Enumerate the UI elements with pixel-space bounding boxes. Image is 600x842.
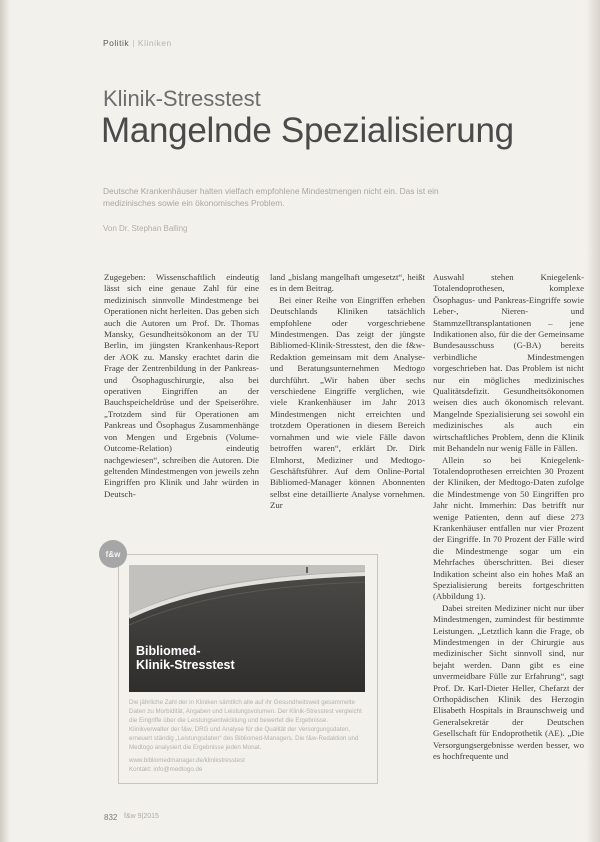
info-box-text: Die jährliche Zahl der in Kliniken sämtlich alle auf ihr Gesundheitsweit gesammelte Daten zu Morbidität, Angaben und Leistungsvolumen. Der Klinik-Stresstest vergleicht die Eingriffe über die Leistungsentwicklung und bewertet die Ergebnisse. Klinikverwalter der f&w, DRG und Analyse für die Qualität der Versorgungsdaten, erneuert ständig „Leistungsdaten“ des Bibliomed-Managers. Die f&w-Redaktion und Medtogo analysiert die Ergebnisse jeden Monat. bbox=[129, 699, 362, 751]
dam-photo bbox=[129, 565, 365, 692]
paragraph: Bei einer Reihe von Eingriffen erheben Deutschlands Kliniken tatsächlich empfohlene oder vorgeschriebene Mindestmengen. Das zeigt der jüngste Bibliomed-Klinik-Stresstest, den die f&w-Redaktion gemeinsam mit dem Analyse- und Beratungsunternehmen Medtogo durchführt. „Wir haben über sechs verschiedene Eingriffe verglichen, wie viele Krankenhäuser im Jahr 2013 Mindestmengen nicht erreichten und trotzdem Operationen in diesem Bereich vornahmen und wie viele Fälle davon betroffen waren“, erklärt Dr. Dirk Elmhorst, Mediziner und Medtogo-Geschäftsführer. Auf dem Online-Portal Bibliomed-Manager können Abonnenten selbst eine detaillierte Analyse vornehmen. Zur bbox=[270, 294, 425, 511]
info-box-title: Bibliomed- Klinik-Stresstest bbox=[136, 644, 235, 672]
info-box-link[interactable]: www.bibliomedmanager.de/klinikstresstest bbox=[129, 757, 245, 764]
info-box-contact[interactable]: Kontakt: info@medtogo.de bbox=[129, 766, 203, 773]
subsection-name: Kliniken bbox=[137, 38, 172, 48]
article-lead: Deutsche Krankenhäuser halten vielfach empfohlene Mindestmengen nicht ein. Das ist ein medizinisches sowie ein ökonomisches Problem. bbox=[103, 186, 439, 208]
text-column-2 bbox=[270, 272, 425, 530]
paragraph: Zugegeben: Wissenschaftlich eindeutig lässt sich eine genaue Zahl für eine medizinisch sinnvolle Mindestmenge bei Operationen nicht herleiten. Das geben sich auch die Autoren um Prof. Dr. Thomas Mansky, Gesundheitsökonom an der TU Berlin, im jüngsten Krankenhaus-Report der AOK zu. Mansky erachtet darin die Frage der Zentrenbildung in der Pankreas- und Ösophaguschirurgie, also bei operativen Eingriffen an der Bauchspeicheldrüse und der Speiseröhre. „Trotzdem sind für Operationen am Pankreas und Ösophagus Zusammenhänge von Mengen und Ergebnis (Volume-Outcome-Relation) eindeutig nachgewiesen“, schreiben die Autoren. Die geltenden Mindestmengen von jeweils zehn Eingriffen pro Klinik und Jahr würden in Deutsch- bbox=[104, 272, 259, 499]
article-author: Von Dr. Stephan Balling bbox=[103, 224, 188, 233]
article-kicker: Klinik-Stresstest bbox=[103, 86, 261, 111]
paragraph: Dabei streiten Mediziner nicht nur über Mindestmengen, zumindest für bestimmte Leistungen. „Letztlich kann die Frage, ob Mindestmengen in der Chirurgie aus medizinischer Sicht sinnvoll sind, nur bejaht werden. Dann gibt es eine unvermeidbare Fülle zur Erfahrung“, sagt Prof. Dr. Karl-Dieter Heller, Chefarzt der Orthopädischen Klinik des Herzogin Elisabeth Hospitals in Braunschweig und Generalsekretär der Deutschen Gesellschaft für Endoprothetik (AE). „Die Versorgungsergebnisse werden besser, wo es hochfrequente und bbox=[433, 602, 584, 762]
paragraph: Auswahl stehen Kniegelenk-Totalendoprothesen, komplexe Ösophagus- und Pankreas-Eingriffe sowie Leber-, Nieren- und Stammzelltransplantationen – jene Indikationen also, für die der Gemeinsame Bundesausschuss (G-BA) bereits verbindliche Mindestmengen vorgeschrieben hat. Das Problem ist nicht nur ein mögliches medizinisches Qualitätsdefizit. Gesundheitsökonomen weisen dies auch ökonomisch relevant. Mangelnde Spezialisierung sei sowohl ein medizinisches als auch ein wirtschaftliches Problem, denn die Klinik mit Behandeln nur wenig Fälle in Fällen. bbox=[433, 272, 584, 454]
paragraph: land „bislang mangelhaft umgesetzt“, heißt es in dem Beitrag. bbox=[270, 272, 425, 294]
page-number: 832 bbox=[104, 813, 118, 822]
text-column-1 bbox=[104, 272, 259, 530]
section-label: Politik | Kliniken bbox=[103, 38, 172, 48]
scan-shadow-left bbox=[0, 0, 10, 842]
info-box-links bbox=[129, 756, 245, 774]
paragraph: Allein so bei Kniegelenk-Totalendoprothesen erreichten 30 Prozent der Kliniken, der Medtogo-Daten zufolge die Mindestmenge von 50 Eingriffen pro Jahr nicht. Immerhin: Das betrifft nur wenige Patienten, denn auf diese 273 Krankenhäuser entfallen nur vier Prozent der Eingriffe. In 70 Prozent der Fälle wird die Mindestmenge sogar um ein Mehrfaches überschritten. Bei dieser Indikation scheint also ein hohes Maß an Spezialisierung bereits fortgeschritten (Abbildung 1). bbox=[433, 454, 584, 602]
dam-illustration bbox=[129, 565, 365, 692]
fw-logo-badge: f&w bbox=[99, 540, 127, 568]
article-title: Mangelnde Spezialisierung bbox=[101, 111, 514, 150]
text-column-3 bbox=[433, 272, 584, 792]
scan-shadow-right bbox=[586, 0, 600, 842]
info-box bbox=[118, 554, 378, 784]
magazine-issue: f&w 9|2015 bbox=[124, 813, 159, 820]
section-name: Politik bbox=[103, 38, 130, 48]
